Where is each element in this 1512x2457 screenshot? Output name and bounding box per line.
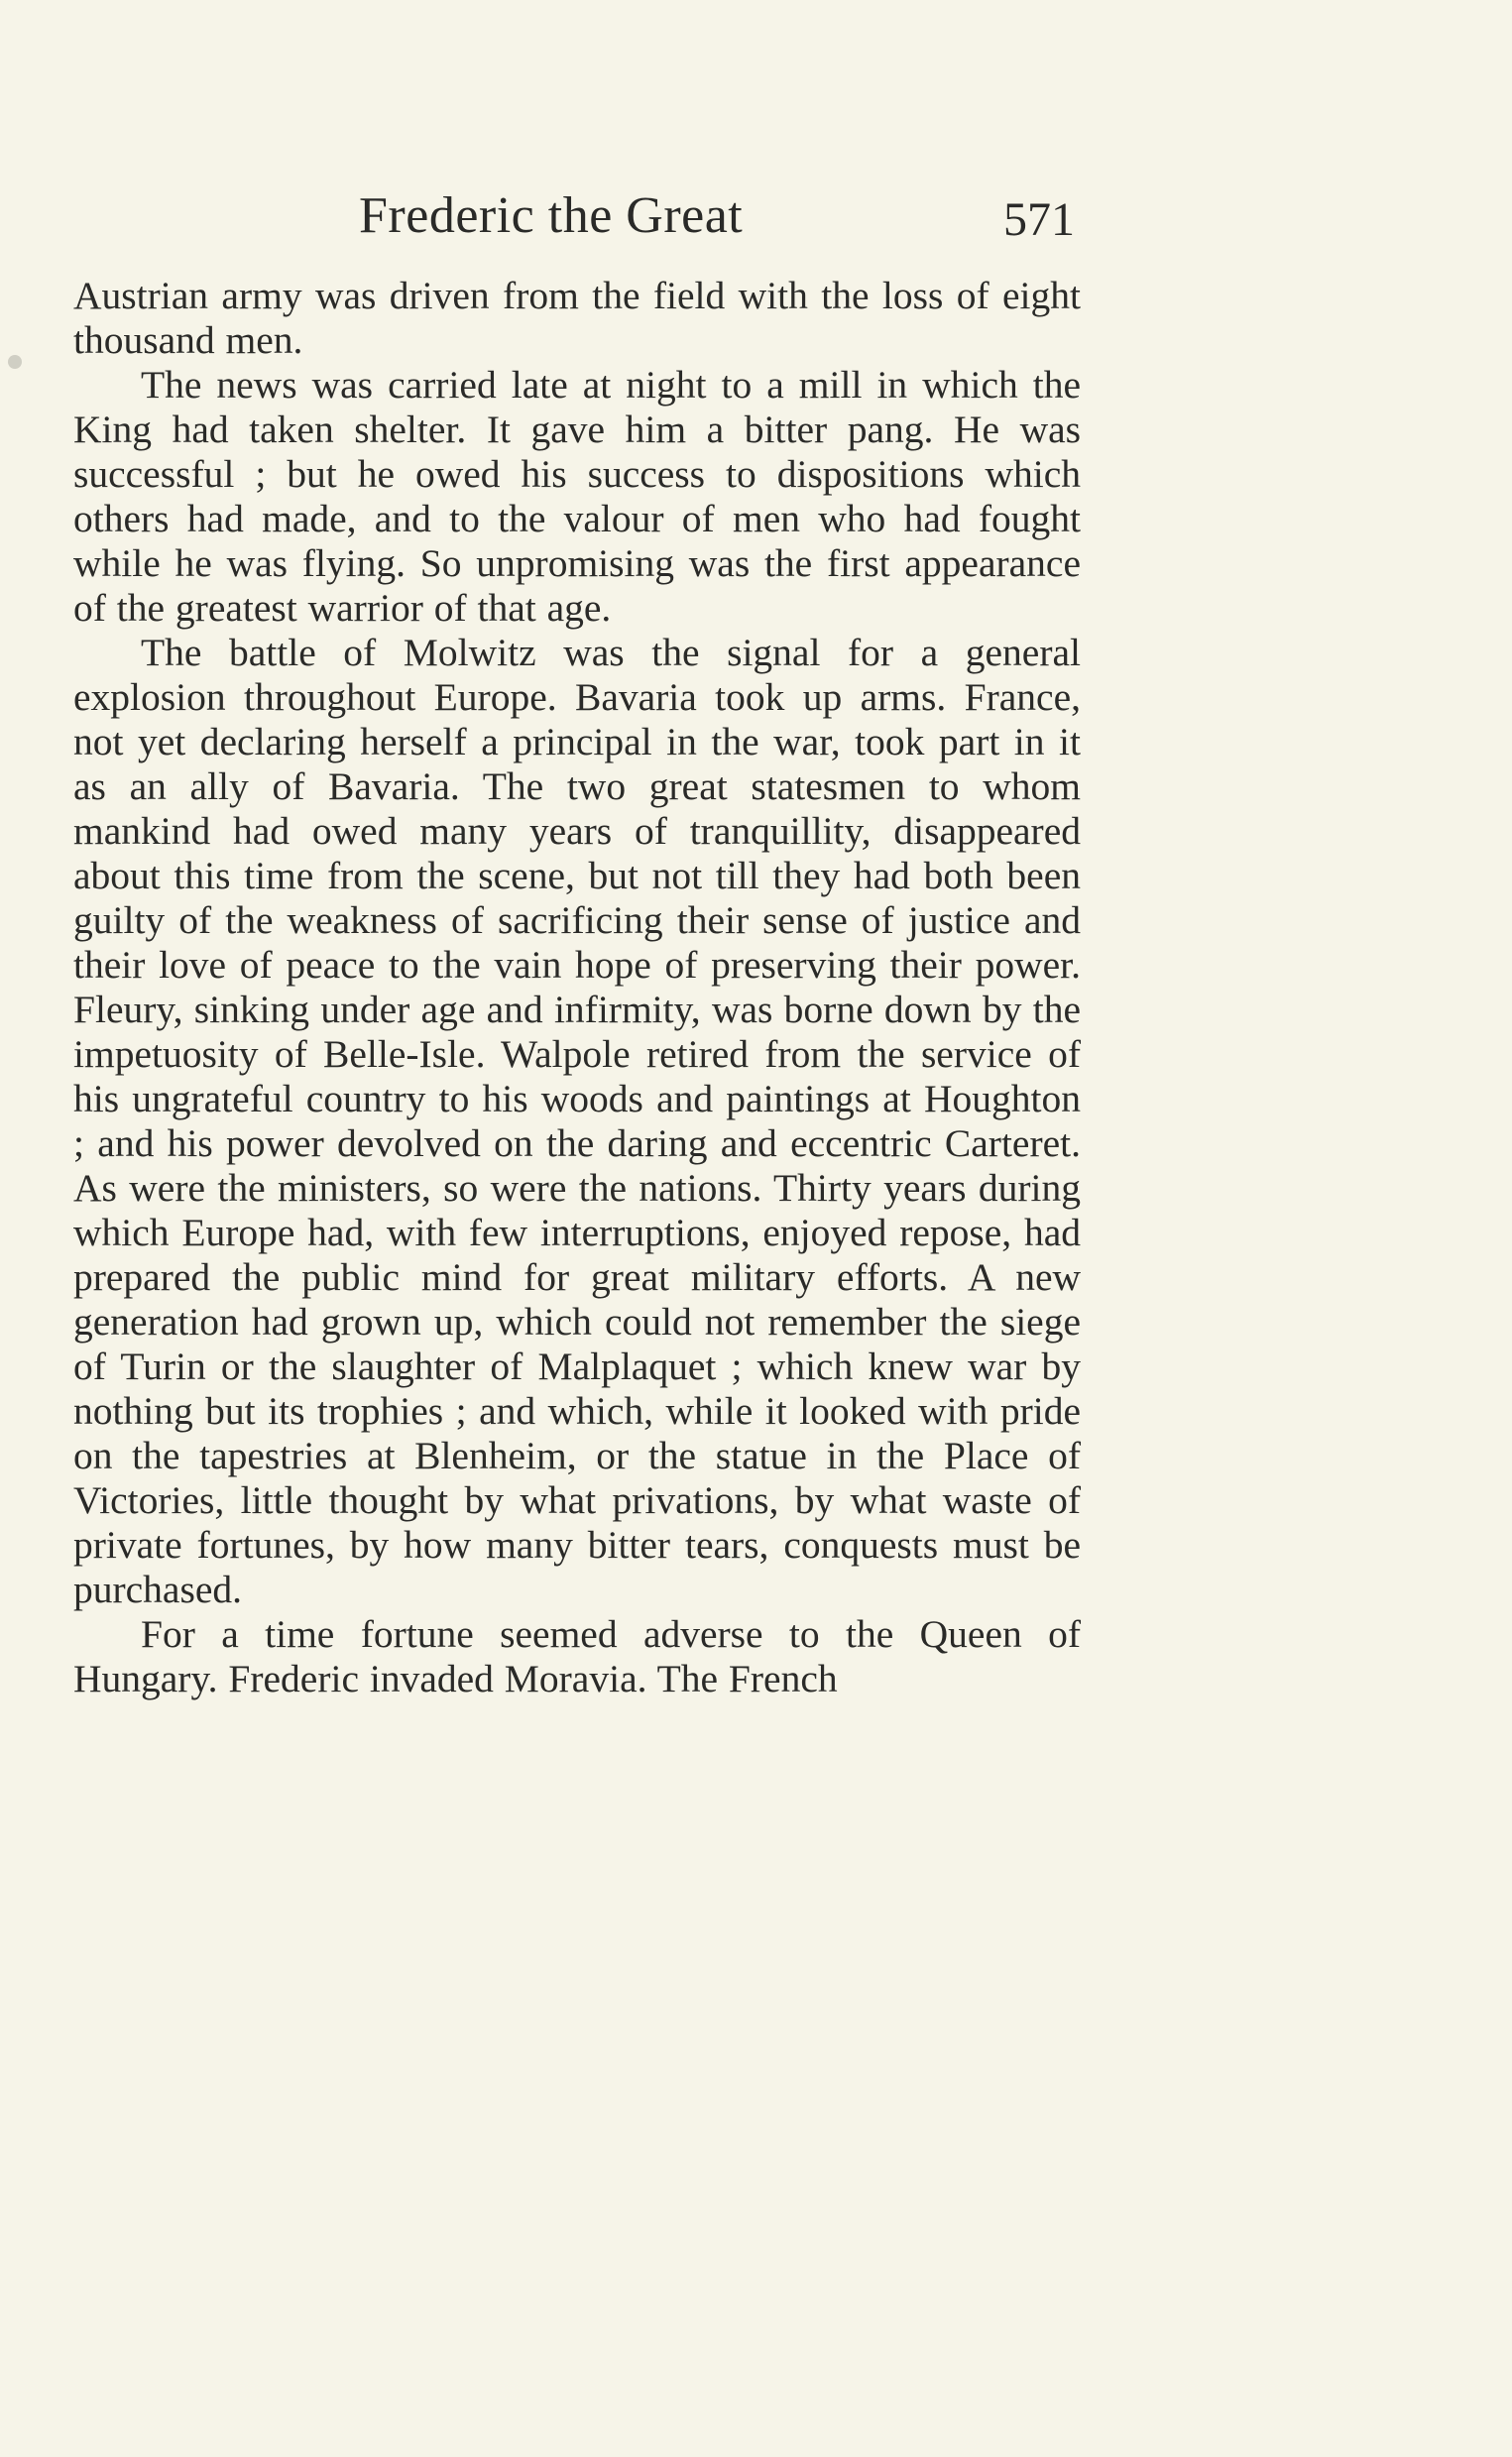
paragraph: Austrian army was driven from the field with the loss of eight thousand men. (73, 274, 1081, 362)
body-text (73, 274, 1081, 1701)
page-number: 571 (1003, 193, 1075, 246)
paragraph: For a time fortune seemed adverse to the Queen of Hungary. Frederic invaded Moravia. The French (73, 1612, 1081, 1700)
page-spot (8, 355, 22, 369)
running-title: Frederic the Great (359, 187, 744, 244)
paragraph: The news was carried late at night to a mill in which the King had taken shelter. It gave him a bitter pang. He was successful ; but he owed his success to dispositions which others had made, and to the valour of men who had fought while he was flying. So unpromising was the first appearance of the greatest warrior of that age. (73, 363, 1081, 630)
paragraph: The battle of Molwitz was the signal for a general explosion throughout Europe. Bavaria took up arms. France, not yet declaring herself a principal in the war, took part in it as an ally of Bavaria. The two great statesmen to whom mankind had owed many years of tranquillity, disappeared about this time from the scene, but not till they had both been guilty of the weakness of sacrificing their sense of justice and their love of peace to the vain hope of preserving their power. Fleury, sinking under age and infirmity, was borne down by the impetuosity of Belle-Isle. Walpole retired from the service of his ungrateful country to his woods and paintings at Houghton ; and his power devolved on the daring and eccentric Carteret. As were the ministers, so were the nations. Thirty years during which Europe had, with few interruptions, enjoyed repose, had prepared the public mind for great military efforts. A new generation had grown up, which could not remember the siege of Turin or the slaughter of Malplaquet ; which knew war by nothing but its trophies ; and which, while it looked with pride on the tapestries at Blenheim, or the statue in the Place of Victories, little thought by what privations, by what waste of private fortunes, by how many bitter tears, conquests must be purchased. (73, 631, 1081, 1611)
page-header (71, 176, 1085, 256)
